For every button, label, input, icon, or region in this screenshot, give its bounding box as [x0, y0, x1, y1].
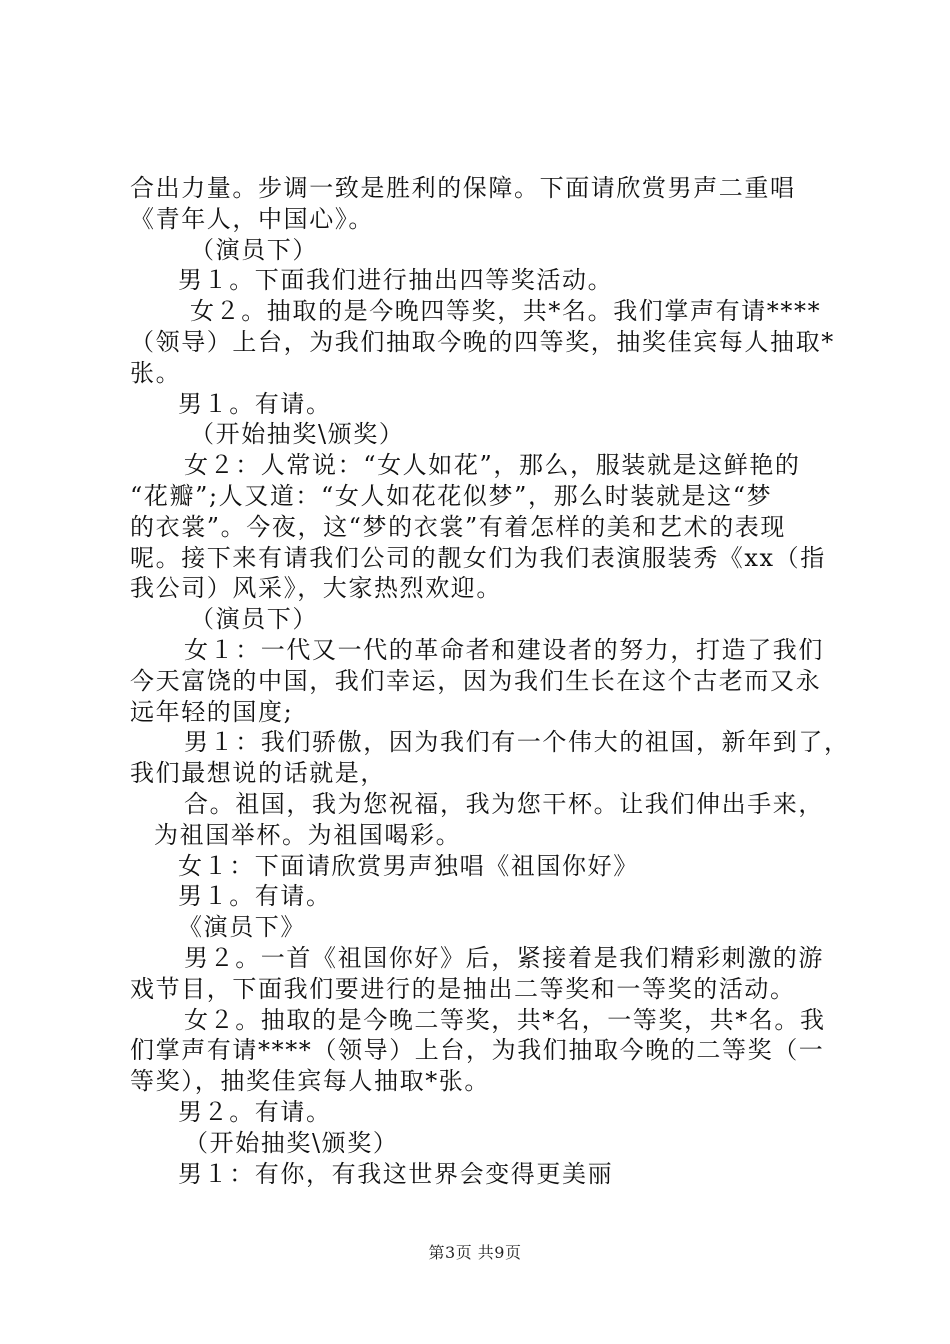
text-line: 男２。有请。 — [178, 1097, 332, 1126]
text-line: 女１：下面请欣赏男声独唱《祖国你好》 — [178, 851, 639, 880]
text-line: 男１。下面我们进行抽出四等奖活动。 — [178, 266, 614, 295]
text-line: （演员下） — [190, 235, 318, 264]
text-line: （开始抽奖\颁奖） — [184, 1128, 399, 1157]
text-line: （开始抽奖\颁奖） — [190, 420, 405, 449]
text-line: 我公司）风采》，大家热烈欢迎。 — [130, 574, 502, 603]
text-line: 女２。抽取的是今晚四等奖，共*名。我们掌声有请**** — [190, 297, 822, 326]
text-line: 《演员下》 — [178, 913, 306, 942]
text-line: 合。祖国，我为您祝福，我为您干杯。让我们伸出手来， — [184, 789, 824, 818]
text-line: 为祖国举杯。为祖国喝彩。 — [154, 820, 462, 849]
text-line: （演员下） — [190, 605, 318, 634]
text-line: 合出力量。步调一致是胜利的保障。下面请欣赏男声二重唱 — [130, 174, 796, 202]
text-line: 的衣裳”。今夜，这“梦的衣裳”有着怎样的美和艺术的表现 — [130, 512, 787, 541]
text-line: 戏节目，下面我们要进行的是抽出二等奖和一等奖的活动。 — [130, 974, 796, 1003]
text-line: 男２。一首《祖国你好》后，紧接着是我们精彩刺激的游 — [184, 943, 824, 972]
document-body — [130, 173, 850, 1189]
text-line: 呢。接下来有请我们公司的靓女们为我们表演服装秀《xx（指 — [130, 543, 826, 572]
text-line: 远年轻的国度; — [130, 697, 294, 726]
text-line: 男１：有你，有我这世界会变得更美丽 — [178, 1159, 614, 1188]
text-line: （领导）上台，为我们抽取今晚的四等奖，抽奖佳宾每人抽取* — [130, 327, 835, 356]
text-line: 男１。有请。 — [178, 389, 332, 418]
text-line: 们掌声有请****（领导）上台，为我们抽取今晚的二等奖（一 — [130, 1036, 825, 1065]
text-line: 女１：一代又一代的革命者和建设者的努力，打造了我们 — [184, 635, 824, 664]
text-line: 男１。有请。 — [178, 882, 332, 911]
text-line: 张。 — [130, 358, 182, 387]
text-line: 等奖），抽奖佳宾每人抽取*张。 — [130, 1067, 490, 1096]
text-line: 我们最想说的话就是， — [130, 759, 386, 788]
text-line: 男１：我们骄傲，因为我们有一个伟大的祖国，新年到了， — [184, 728, 850, 757]
text-line: 《青年人，中国心》。 — [130, 204, 374, 233]
text-line: “花瓣”;人又道：“女人如花花似梦”，那么时装就是这“梦 — [130, 481, 773, 510]
text-line: 女２：人常说：“女人如花”，那么，服装就是这鲜艳的 — [184, 451, 801, 480]
text-line: 今天富饶的中国，我们幸运，因为我们生长在这个古老而又永 — [130, 666, 822, 695]
page-footer: 第3页 共9页 — [428, 1243, 522, 1262]
text-line: 女２。抽取的是今晚二等奖，共*名，一等奖，共*名。我 — [184, 1005, 826, 1034]
